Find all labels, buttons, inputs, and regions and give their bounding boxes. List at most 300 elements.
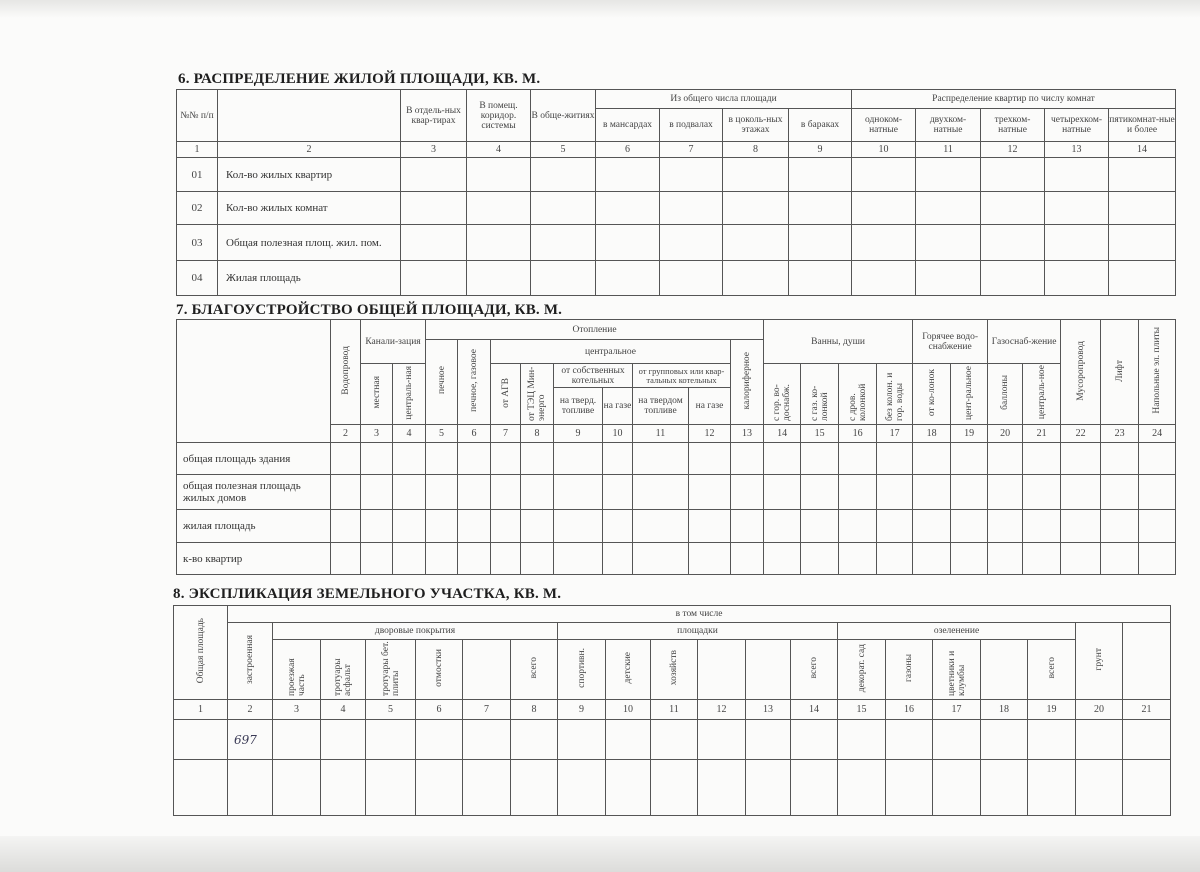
input-cell[interactable] (916, 261, 981, 296)
header-heating: Отопление (426, 320, 764, 340)
input-cell[interactable] (321, 720, 366, 760)
input-cell[interactable] (331, 543, 361, 575)
input-cell[interactable] (877, 510, 913, 543)
input-cell[interactable] (1101, 543, 1139, 575)
column-number: 1 (174, 700, 228, 720)
input-cell[interactable] (606, 720, 651, 760)
input-cell[interactable] (633, 475, 689, 510)
subheader-green-sub: газоны (886, 640, 933, 700)
column-number: 3 (361, 425, 393, 443)
input-cell[interactable] (401, 261, 467, 296)
column-number: 13 (746, 700, 791, 720)
header-including: в том числе (228, 606, 1171, 623)
input-cell[interactable] (426, 543, 458, 575)
input-cell[interactable] (426, 510, 458, 543)
input-cell[interactable] (791, 760, 838, 816)
column-number: 16 (839, 425, 877, 443)
input-cell[interactable] (852, 261, 916, 296)
subheader-col-14: пятикомнат-ные и более (1109, 109, 1176, 142)
header-rooms-distribution: Распределение квартир по числу комнат (852, 90, 1176, 109)
subheader-col-13: четырехком-натные (1045, 109, 1109, 142)
input-cell[interactable] (491, 510, 521, 543)
input-cell[interactable] (366, 760, 416, 816)
row-code: 02 (177, 192, 218, 225)
input-cell[interactable] (839, 510, 877, 543)
column-number: 3 (401, 142, 467, 158)
input-cell[interactable] (1123, 720, 1171, 760)
input-cell[interactable] (331, 510, 361, 543)
input-cell[interactable] (877, 475, 913, 510)
column-number: 2 (331, 425, 361, 443)
input-cell[interactable] (764, 510, 801, 543)
input-cell[interactable] (1076, 720, 1123, 760)
input-cell[interactable] (981, 158, 1045, 192)
table-row (177, 192, 1176, 225)
input-cell[interactable] (951, 510, 988, 543)
column-number: 5 (366, 700, 416, 720)
column-number: 6 (416, 700, 463, 720)
input-cell[interactable] (361, 443, 393, 475)
input-cell[interactable] (789, 192, 852, 225)
input-cell[interactable] (1109, 192, 1176, 225)
input-cell[interactable] (361, 543, 393, 575)
section-7 (0, 301, 1200, 575)
header-own-boilers: от собственных котельных (554, 364, 633, 388)
subheader-yard-sub: всего (511, 640, 558, 700)
input-cell[interactable] (228, 760, 273, 816)
input-cell[interactable] (651, 760, 698, 816)
subheader-play-sub: всего (791, 640, 838, 700)
column-number: 19 (951, 425, 988, 443)
header-yard-coverings: дворовые покрытия (273, 623, 558, 640)
header-tec: от ТЭЦ Мин-энерго (521, 364, 554, 425)
column-number: 7 (463, 700, 511, 720)
header-water-supply: Водопровод (331, 320, 361, 425)
input-cell[interactable] (933, 760, 981, 816)
input-cell[interactable] (273, 760, 321, 816)
input-cell[interactable] (689, 443, 731, 475)
input-cell[interactable] (1028, 760, 1076, 816)
header-blank (1123, 623, 1171, 700)
subheader-yard-sub: проезжая часть (273, 640, 321, 700)
input-cell[interactable] (1139, 475, 1176, 510)
input-cell[interactable] (951, 475, 988, 510)
input-cell[interactable] (838, 720, 886, 760)
input-cell[interactable] (789, 225, 852, 261)
subheader-yard-sub: тротуары бет. плиты (366, 640, 416, 700)
column-number: 14 (764, 425, 801, 443)
input-cell[interactable] (981, 225, 1045, 261)
input-cell[interactable] (689, 543, 731, 575)
input-cell[interactable] (916, 192, 981, 225)
input-cell[interactable] (877, 443, 913, 475)
subheader-yard-sub (463, 640, 511, 700)
header-calorifer: калориферное (731, 340, 764, 425)
subheader-green-sub: декорат. сад (838, 640, 886, 700)
input-cell[interactable] (791, 720, 838, 760)
header-gas-supply: Газоснаб-жение (988, 320, 1061, 364)
column-number: 5 (531, 142, 596, 158)
input-cell[interactable] (988, 443, 1023, 475)
column-number: 19 (1028, 700, 1076, 720)
input-cell[interactable] (1123, 760, 1171, 816)
table-row (177, 510, 1176, 543)
input-cell[interactable] (660, 158, 723, 192)
input-cell[interactable] (554, 475, 603, 510)
table-row (177, 158, 1176, 192)
header-group-gas: на газе (689, 388, 731, 425)
header-hot-heaters: от ко-лонок (913, 364, 951, 425)
input-cell[interactable] (463, 760, 511, 816)
row-code: 01 (177, 158, 218, 192)
input-cell[interactable] (558, 720, 606, 760)
row-code: 03 (177, 225, 218, 261)
header-playgrounds: площадки (558, 623, 838, 640)
header-corridor-systems: В помещ. коридор. системы (467, 90, 531, 142)
input-cell[interactable] (554, 543, 603, 575)
input-cell[interactable] (852, 158, 916, 192)
input-cell[interactable] (458, 543, 491, 575)
input-cell[interactable] (839, 443, 877, 475)
input-cell[interactable] (416, 720, 463, 760)
input-cell[interactable] (1061, 443, 1101, 475)
column-number: 4 (321, 700, 366, 720)
input-cell[interactable] (596, 192, 660, 225)
column-number: 6 (596, 142, 660, 158)
column-number: 18 (981, 700, 1028, 720)
header-bath-none: без колон. и гор. воды (877, 364, 913, 425)
input-cell[interactable] (981, 261, 1045, 296)
column-number: 4 (467, 142, 531, 158)
input-cell[interactable] (746, 760, 791, 816)
input-cell[interactable] (789, 261, 852, 296)
input-cell[interactable] (1076, 760, 1123, 816)
subheader-col-6: в мансардах (596, 109, 660, 142)
column-number: 3 (273, 700, 321, 720)
subheader-play-sub: спортивн. (558, 640, 606, 700)
scan-bottom-edge (0, 836, 1200, 872)
column-number: 21 (1123, 700, 1171, 720)
input-cell[interactable] (698, 720, 746, 760)
input-cell[interactable] (603, 510, 633, 543)
input-cell[interactable] (916, 158, 981, 192)
input-cell[interactable] (933, 720, 981, 760)
input-cell[interactable] (1061, 543, 1101, 575)
column-number: 15 (801, 425, 839, 443)
table-row (177, 225, 1176, 261)
section-6 (0, 70, 1200, 296)
input-cell[interactable] (521, 475, 554, 510)
input-cell[interactable] (801, 543, 839, 575)
input-cell[interactable] (596, 225, 660, 261)
row-label: жилая площадь (177, 510, 331, 543)
input-cell[interactable] (603, 543, 633, 575)
section-6-title: 6. РАСПРЕДЕЛЕНИЕ ЖИЛОЙ ПЛОЩАДИ, КВ. М. (178, 71, 541, 87)
input-cell[interactable] (916, 225, 981, 261)
input-cell[interactable] (951, 543, 988, 575)
input-cell[interactable] (393, 475, 426, 510)
input-cell[interactable] (698, 760, 746, 816)
input-cell[interactable] (401, 192, 467, 225)
input-cell[interactable] (273, 720, 321, 760)
land-plot-table (173, 605, 1171, 816)
column-number: 11 (651, 700, 698, 720)
header-bath-gas: с газ. ко-лонкой (801, 364, 839, 425)
input-cell[interactable] (723, 192, 789, 225)
header-dormitories: В обще-житиях (531, 90, 596, 142)
input-cell[interactable] (1045, 192, 1109, 225)
column-number: 1 (177, 142, 218, 158)
input-cell[interactable] (723, 158, 789, 192)
column-number: 5 (426, 425, 458, 443)
input-cell[interactable] (789, 158, 852, 192)
header-gas-central: централь-ное (1023, 364, 1061, 425)
column-number: 9 (558, 700, 606, 720)
living-area-distribution-table (176, 89, 1176, 296)
input-cell[interactable] (1045, 158, 1109, 192)
subheader-col-11: двухком-натные (916, 109, 981, 142)
input-cell[interactable] (651, 720, 698, 760)
table-row (177, 475, 1176, 510)
input-cell[interactable] (1139, 543, 1176, 575)
input-cell[interactable] (731, 475, 764, 510)
column-number: 13 (1045, 142, 1109, 158)
input-cell[interactable] (981, 192, 1045, 225)
input-cell[interactable] (467, 225, 531, 261)
input-cell[interactable] (596, 261, 660, 296)
input-cell[interactable] (331, 475, 361, 510)
input-cell[interactable] (913, 475, 951, 510)
input-cell[interactable] (723, 225, 789, 261)
header-garbage-chute: Мусоропровод (1061, 320, 1101, 425)
input-cell[interactable] (558, 760, 606, 816)
input-cell[interactable] (603, 475, 633, 510)
input-cell[interactable] (801, 475, 839, 510)
input-cell[interactable] (401, 158, 467, 192)
input-cell[interactable] (361, 510, 393, 543)
header-blank (218, 90, 401, 142)
column-number: 24 (1139, 425, 1176, 443)
input-cell[interactable] (801, 443, 839, 475)
input-cell[interactable] (554, 510, 603, 543)
input-cell[interactable] (393, 510, 426, 543)
input-cell[interactable] (689, 510, 731, 543)
input-cell[interactable] (531, 158, 596, 192)
table-row (174, 760, 1171, 816)
column-number: 8 (723, 142, 789, 158)
input-cell[interactable] (458, 475, 491, 510)
input-cell[interactable] (877, 543, 913, 575)
input-cell[interactable] (746, 720, 791, 760)
subheader-green-sub: цветники и клумбы (933, 640, 981, 700)
input-cell[interactable] (1023, 543, 1061, 575)
column-number: 12 (698, 700, 746, 720)
input-cell[interactable] (1139, 443, 1176, 475)
input-cell[interactable] (839, 475, 877, 510)
column-number: 10 (852, 142, 916, 158)
input-cell[interactable] (988, 543, 1023, 575)
column-number: 4 (393, 425, 426, 443)
input-cell[interactable] (174, 720, 228, 760)
column-number: 8 (521, 425, 554, 443)
input-cell[interactable] (463, 720, 511, 760)
input-cell[interactable] (467, 261, 531, 296)
subheader-green-sub (981, 640, 1028, 700)
column-number: 2 (218, 142, 401, 158)
input-cell[interactable] (458, 510, 491, 543)
input-cell[interactable] (331, 443, 361, 475)
input-cell[interactable] (886, 720, 933, 760)
input-cell[interactable] (174, 760, 228, 816)
input-cell[interactable] (1061, 510, 1101, 543)
input-cell[interactable] (951, 443, 988, 475)
input-cell[interactable] (511, 720, 558, 760)
column-number: 23 (1101, 425, 1139, 443)
input-cell[interactable] (852, 225, 916, 261)
input-cell[interactable] (401, 225, 467, 261)
input-cell[interactable] (416, 760, 463, 816)
input-cell[interactable] (521, 543, 554, 575)
input-cell[interactable] (531, 192, 596, 225)
column-number: 2 (228, 700, 273, 720)
input-cell[interactable] (1139, 510, 1176, 543)
input-cell[interactable] (361, 475, 393, 510)
column-number: 9 (554, 425, 603, 443)
input-cell[interactable] (1109, 158, 1176, 192)
input-cell[interactable] (467, 158, 531, 192)
row-code: 04 (177, 261, 218, 296)
input-cell[interactable] (660, 192, 723, 225)
column-number: 12 (981, 142, 1045, 158)
input-cell[interactable] (1045, 261, 1109, 296)
input-cell[interactable] (633, 510, 689, 543)
input-cell[interactable] (913, 543, 951, 575)
input-cell[interactable] (913, 510, 951, 543)
header-own-solid: на тверд. топливе (554, 388, 603, 425)
header-stove-gas: печное, газовое (458, 340, 491, 425)
input-cell[interactable] (531, 261, 596, 296)
column-number: 21 (1023, 425, 1061, 443)
header-group-boilers: от групповых или квар-тальных котельных (633, 364, 731, 388)
input-cell[interactable] (491, 443, 521, 475)
header-hot-water: Горячее водо-снабжение (913, 320, 988, 364)
input-cell[interactable] (633, 443, 689, 475)
input-cell[interactable] (1028, 720, 1076, 760)
input-cell[interactable] (764, 543, 801, 575)
header-stove: печное (426, 340, 458, 425)
row-label: Общая полезная площ. жил. пом. (218, 225, 401, 261)
input-cell[interactable] (491, 543, 521, 575)
subheader-col-9: в бараках (789, 109, 852, 142)
input-cell[interactable] (886, 760, 933, 816)
input-cell[interactable] (801, 510, 839, 543)
input-cell[interactable] (988, 475, 1023, 510)
table-row (177, 543, 1176, 575)
column-number: 20 (1076, 700, 1123, 720)
table-row (177, 443, 1176, 475)
input-cell[interactable] (1045, 225, 1109, 261)
input-cell[interactable] (603, 443, 633, 475)
input-cell[interactable] (1023, 443, 1061, 475)
input-cell[interactable] (988, 510, 1023, 543)
column-number: 20 (988, 425, 1023, 443)
input-cell[interactable] (1023, 475, 1061, 510)
input-cell[interactable] (393, 443, 426, 475)
input-cell[interactable] (660, 225, 723, 261)
input-cell[interactable] (731, 543, 764, 575)
column-number: 13 (731, 425, 764, 443)
input-cell[interactable] (731, 510, 764, 543)
column-number: 16 (886, 700, 933, 720)
input-cell[interactable] (660, 261, 723, 296)
column-number: 14 (791, 700, 838, 720)
header-total-area: Общая площадь (174, 606, 228, 700)
input-cell[interactable] (321, 760, 366, 816)
input-cell[interactable] (1023, 510, 1061, 543)
input-cell[interactable] (764, 475, 801, 510)
header-agv: от АГВ (491, 364, 521, 425)
section-8 (0, 585, 1200, 816)
input-cell[interactable] (1101, 475, 1139, 510)
input-cell[interactable] (981, 720, 1028, 760)
column-number: 12 (689, 425, 731, 443)
input-cell[interactable] (731, 443, 764, 475)
input-cell[interactable] (838, 760, 886, 816)
column-number: 15 (838, 700, 886, 720)
input-cell[interactable] (521, 443, 554, 475)
input-cell[interactable] (689, 475, 731, 510)
header-hot-central: цент-ральное (951, 364, 988, 425)
input-cell[interactable] (852, 192, 916, 225)
input-cell[interactable] (511, 760, 558, 816)
input-cell[interactable] (521, 510, 554, 543)
header-central: центральное (491, 340, 731, 364)
input-cell[interactable] (633, 543, 689, 575)
input-cell[interactable] (1061, 475, 1101, 510)
scan-top-edge (0, 0, 1200, 18)
input-cell[interactable] (554, 443, 603, 475)
column-number: 18 (913, 425, 951, 443)
input-cell[interactable] (596, 158, 660, 192)
input-cell[interactable] (491, 475, 521, 510)
header-separate-apartments: В отдель-ных квар-тирах (401, 90, 467, 142)
input-cell[interactable] (531, 225, 596, 261)
input-cell[interactable] (393, 543, 426, 575)
input-cell[interactable] (366, 720, 416, 760)
input-cell[interactable] (426, 443, 458, 475)
input-cell[interactable] (913, 443, 951, 475)
header-elevator: Лифт (1101, 320, 1139, 425)
input-cell[interactable] (1101, 443, 1139, 475)
input-cell[interactable] (839, 543, 877, 575)
input-cell[interactable] (467, 192, 531, 225)
input-cell[interactable] (606, 760, 651, 816)
input-cell[interactable] (1101, 510, 1139, 543)
built-area-value[interactable]: 697 (228, 720, 273, 760)
input-cell[interactable] (1109, 261, 1176, 296)
header-built: застроенная (228, 623, 273, 700)
header-of-total-area: Из общего числа площади (596, 90, 852, 109)
input-cell[interactable] (1109, 225, 1176, 261)
header-baths: Ванны, души (764, 320, 913, 364)
input-cell[interactable] (764, 443, 801, 475)
input-cell[interactable] (426, 475, 458, 510)
column-number: 17 (877, 425, 913, 443)
input-cell[interactable] (723, 261, 789, 296)
column-number: 10 (603, 425, 633, 443)
input-cell[interactable] (981, 760, 1028, 816)
input-cell[interactable] (458, 443, 491, 475)
